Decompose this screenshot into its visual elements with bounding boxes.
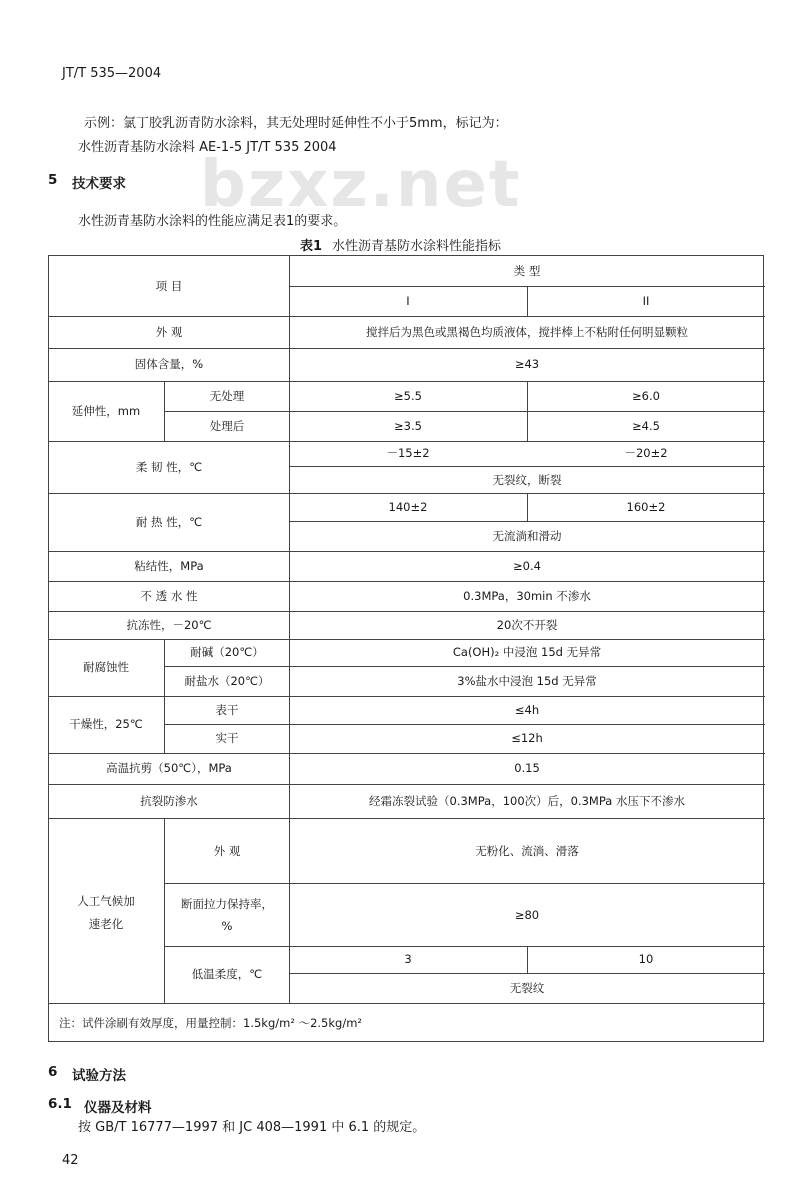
- document-header: JT/T 535—2004: [62, 66, 162, 81]
- page-number: 42: [62, 1153, 79, 1168]
- row-elong-sub2: 处理后: [209, 419, 245, 433]
- section-6-1-text: 按 GB/T 16777—1997 和 JC 408—1991 中 6.1 的规定。: [78, 1120, 426, 1135]
- section-5-number: 5: [48, 172, 58, 188]
- row-elong-sub1: 无处理: [209, 389, 245, 403]
- row-appearance-label: 外 观: [155, 325, 183, 339]
- row-corrosion-label: 耐腐蚀性: [83, 660, 129, 674]
- row-water-value: 0.3MPa，30min 不渗水: [463, 589, 591, 603]
- row-shear-label: 高温抗剪（50℃），MPa: [106, 761, 232, 775]
- section-5-intro: 水性沥青基防水涂料的性能应满足表1的要求。: [78, 214, 347, 229]
- row-water-label: 不 透 水 性: [140, 589, 198, 603]
- row-aging-label-2: 速老化: [88, 917, 124, 931]
- head-type-ii: II: [642, 294, 650, 308]
- row-elong-sub1-ii: ≥6.0: [632, 389, 660, 403]
- row-crack-value: 经霜冻裂试验（0.3MPa，100次）后，0.3MPa 水压下不渗水: [369, 794, 685, 808]
- row-flex-ii: －20±2: [624, 446, 668, 460]
- row-frost-value: 20次不开裂: [496, 618, 558, 632]
- row-appearance-value: 搅拌后为黑色或黑褐色均质液体，搅拌棒上不粘附任何明显颗粒: [366, 325, 688, 339]
- row-dry-label: 干燥性，25℃: [69, 717, 143, 731]
- row-heat-ii: 160±2: [626, 500, 666, 514]
- row-elong-sub2-i: ≥3.5: [394, 419, 422, 433]
- row-aging-sub3-ii: 10: [638, 952, 654, 966]
- row-frost-label: 抗冻性，－20℃: [126, 618, 212, 632]
- row-dry-sub1: 表干: [215, 703, 239, 717]
- performance-table: [48, 255, 764, 1042]
- row-shear-value: 0.15: [514, 761, 540, 775]
- row-flex-common: 无裂纹，断裂: [492, 473, 562, 487]
- section-5-title: 技术要求: [72, 176, 126, 192]
- row-flex-label: 柔 韧 性，℃: [135, 460, 203, 474]
- row-aging-sub3-i: 3: [404, 952, 412, 966]
- row-elong-sub1-i: ≥5.5: [394, 389, 422, 403]
- row-solid-value: ≥43: [514, 357, 540, 371]
- row-aging-sub1-value: 无粉化、流淌、滑落: [475, 844, 579, 858]
- row-dry-sub2: 实干: [215, 731, 239, 745]
- row-corrosion-sub1: 耐碱（20℃）: [190, 645, 264, 659]
- row-elong-sub2-ii: ≥4.5: [632, 419, 660, 433]
- row-aging-sub1: 外 观: [213, 844, 241, 858]
- example-line-2: 水性沥青基防水涂料 AE-1-5 JT/T 535 2004: [78, 140, 337, 155]
- watermark: bzxz.net: [200, 148, 522, 222]
- table-caption-number: 表1: [300, 239, 323, 254]
- row-heat-common: 无流淌和滑动: [492, 529, 562, 543]
- row-aging-sub3-common: 无裂纹: [509, 981, 545, 995]
- row-crack-label: 抗裂防渗水: [140, 794, 198, 808]
- row-aging-label-1: 人工气候加: [77, 894, 135, 908]
- row-corrosion-sub2: 耐盐水（20℃）: [184, 674, 270, 688]
- row-aging-sub2-value: ≥80: [514, 908, 540, 922]
- section-6-1-number: 6.1: [48, 1096, 72, 1112]
- head-type: 类 型: [513, 264, 541, 278]
- row-solid-label: 固体含量，%: [134, 357, 204, 371]
- row-corrosion-sub2-value: 3%盐水中浸泡 15d 无异常: [457, 674, 597, 688]
- table-caption: [300, 235, 501, 254]
- row-aging-sub2a: 断面拉力保持率，: [181, 897, 273, 911]
- row-dry-sub1-value: ≤4h: [514, 703, 540, 717]
- row-heat-i: 140±2: [388, 500, 428, 514]
- table-note: 注：试件涂刷有效厚度，用量控制：1.5kg/m² ～2.5kg/m²: [59, 1016, 363, 1030]
- example-line-1: 示例：氯丁胶乳沥青防水涂料，其无处理时延伸性不小于5mm，标记为：: [84, 116, 508, 131]
- head-type-i: I: [406, 294, 410, 308]
- row-elong-label: 延伸性，mm: [71, 404, 141, 418]
- section-6-number: 6: [48, 1064, 58, 1080]
- row-bond-label: 粘结性，MPa: [134, 559, 204, 573]
- head-item: 项 目: [155, 279, 183, 293]
- row-bond-value: ≥0.4: [513, 559, 541, 573]
- row-heat-label: 耐 热 性，℃: [135, 515, 203, 529]
- row-aging-sub2b: %: [221, 919, 233, 933]
- table-caption-title: 水性沥青基防水涂料性能指标: [332, 239, 502, 254]
- section-6-1-title: 仪器及材料: [84, 1100, 152, 1116]
- row-dry-sub2-value: ≤12h: [511, 731, 543, 745]
- row-corrosion-sub1-value: Ca(OH)₂ 中浸泡 15d 无异常: [452, 645, 602, 659]
- row-aging-sub3: 低温柔度，℃: [191, 967, 263, 981]
- section-6-title: 试验方法: [72, 1068, 126, 1084]
- row-flex-i: －15±2: [386, 446, 430, 460]
